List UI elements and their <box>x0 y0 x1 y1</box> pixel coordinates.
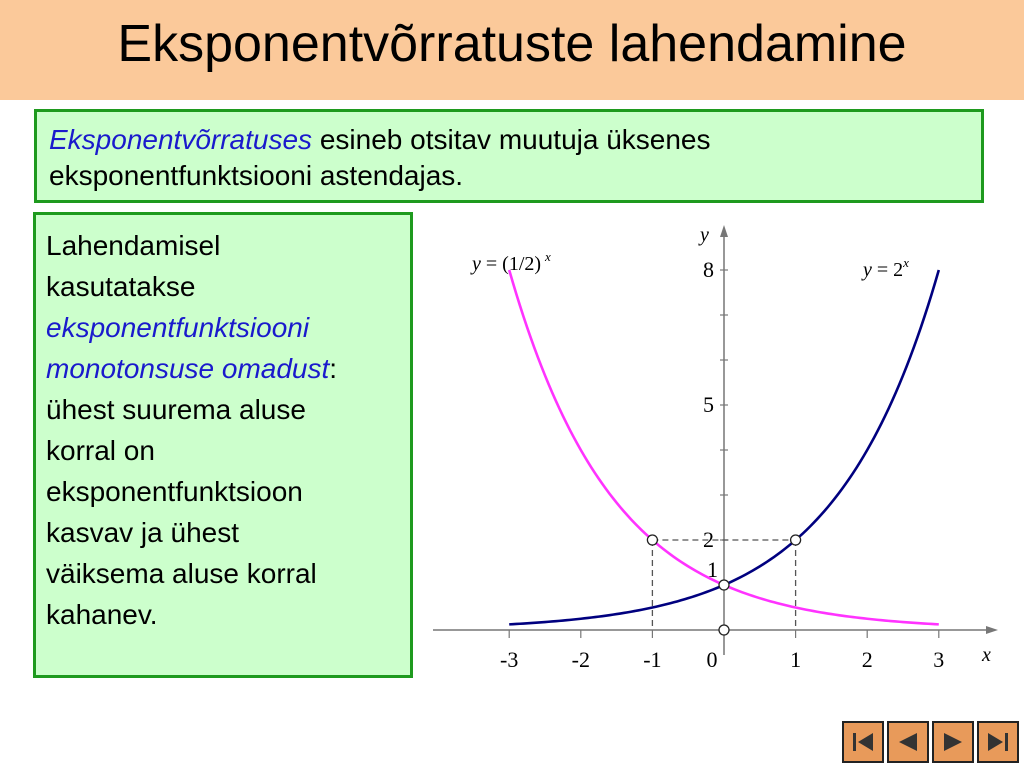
x-tick-label: 3 <box>933 647 945 672</box>
marked-point <box>791 535 801 545</box>
rule-line-2: kasutatakse <box>46 271 196 302</box>
marked-point <box>647 535 657 545</box>
title-bar <box>0 0 1024 100</box>
prev-icon <box>893 727 923 757</box>
x-axis-arrow <box>986 626 998 634</box>
rule-line-8: kahanev. <box>46 599 158 630</box>
definition-text-1: esineb otsitav muutuja üksenes <box>312 124 711 155</box>
definition-term: Eksponentvõrratuses <box>49 124 313 155</box>
marked-point <box>719 625 729 635</box>
x-tick-label: 1 <box>790 647 802 672</box>
series-label-increasing: $y = 2^x$ <box>863 255 909 281</box>
rule-line-5: eksponentfunktsioon <box>46 476 303 507</box>
rule-colon: : <box>329 353 338 384</box>
first-icon <box>848 727 878 757</box>
next-slide-button[interactable] <box>932 721 974 763</box>
y-tick-label: 2 <box>703 527 714 552</box>
rule-line-4: korral on <box>46 435 155 466</box>
previous-slide-button[interactable] <box>887 721 929 763</box>
y-axis-arrow <box>720 225 728 237</box>
rule-box <box>33 212 413 678</box>
y-tick-label: 8 <box>703 257 714 282</box>
series-label-decreasing: y = (1/2) $^x$ <box>472 249 551 275</box>
x-tick-label: -1 <box>643 647 662 672</box>
last-icon <box>983 727 1013 757</box>
x-tick-label: -3 <box>500 647 519 672</box>
y-one-label: 1 <box>707 557 718 582</box>
y-tick-label: 5 <box>703 392 714 417</box>
marked-point <box>719 580 729 590</box>
rule-line-1: Lahendamisel <box>46 230 221 261</box>
first-slide-button[interactable] <box>842 721 884 763</box>
x-tick-label: 2 <box>861 647 873 672</box>
rule-highlight-1: eksponentfunktsiooni <box>46 312 310 343</box>
rule-line-3: ühest suurema aluse <box>46 394 306 425</box>
x-axis-label: x <box>982 644 991 666</box>
rule-highlight-2: monotonsuse omadust <box>46 353 330 384</box>
exponential-chart <box>430 215 1010 685</box>
definition-text-2: eksponentfunktsiooni astendajas. <box>49 160 464 191</box>
last-slide-button[interactable] <box>977 721 1019 763</box>
page-title: Eksponentvõrratuste lahendamine <box>117 15 907 73</box>
rule-line-7: väiksema aluse korral <box>46 558 317 589</box>
rule-line-6: kasvav ja ühest <box>46 517 239 548</box>
slide-navigation <box>842 721 1022 763</box>
next-icon <box>938 727 968 757</box>
definition-box <box>34 109 984 203</box>
x-tick-label: 0 <box>706 647 718 672</box>
x-tick-label: -2 <box>571 647 590 672</box>
y-axis-label: y <box>700 224 709 246</box>
